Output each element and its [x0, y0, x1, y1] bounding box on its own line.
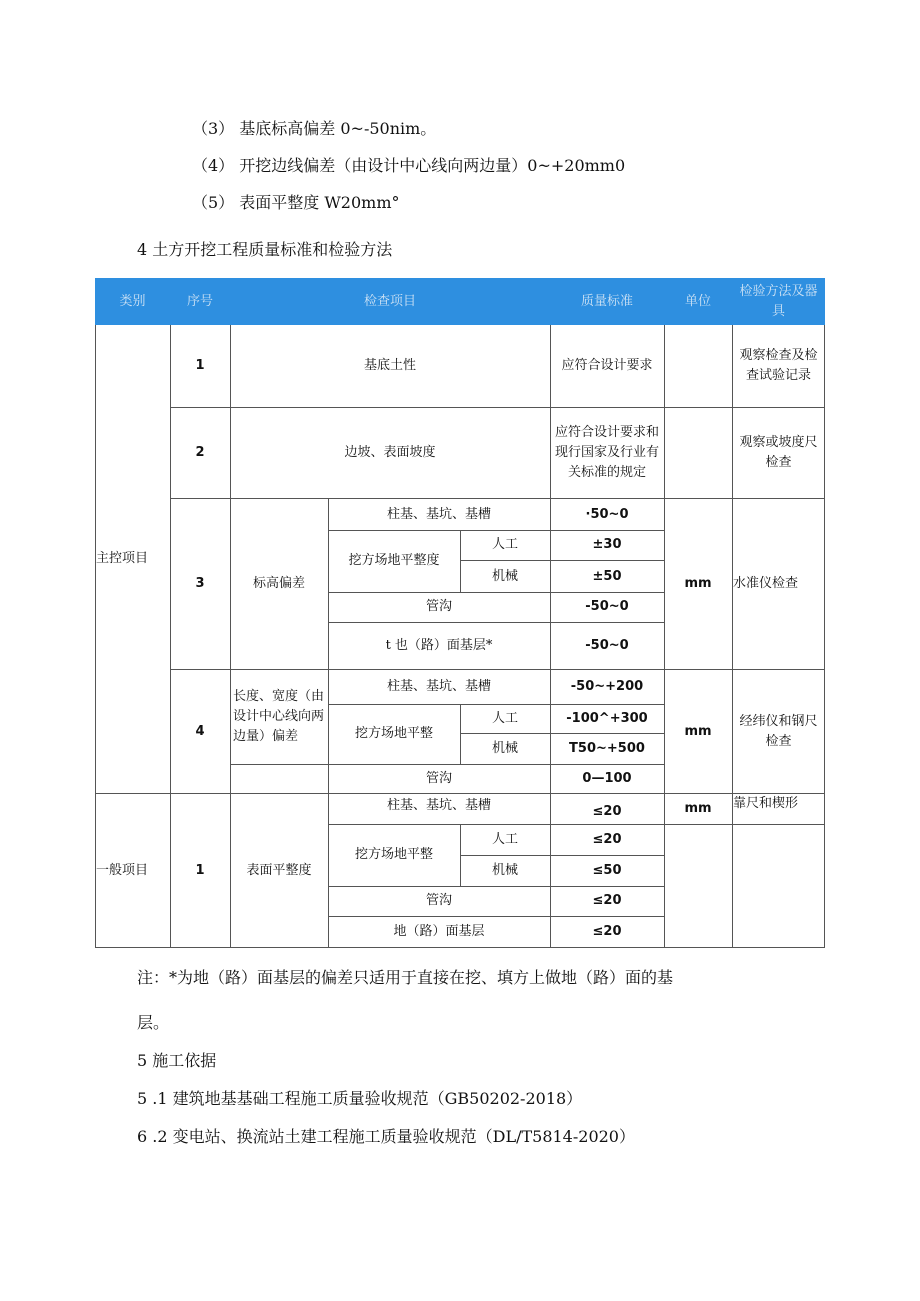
row2-seq: 2	[195, 444, 205, 460]
row3-sub-c-value: -50~0	[585, 599, 629, 614]
row3-sub-b2: 机械	[491, 568, 518, 584]
row1-standard: 应符合设计要求	[561, 358, 653, 373]
row4-sub-b2-value: T50~+500	[569, 741, 645, 756]
row3-sub-b1-value: ±30	[592, 537, 622, 552]
row4-sub-c: 管沟	[425, 770, 452, 786]
spec-item-5: （5） 表面平整度 W20mm°	[192, 193, 400, 212]
row3-sub-a-value: ·50~0	[585, 506, 629, 522]
header-unit: 单位	[684, 293, 711, 309]
general-sub-a: 柱基、基坑、基槽	[386, 798, 491, 813]
spec-item-3: （3） 基底标高偏差 0~-50nim。	[192, 119, 437, 138]
row3-sub-b2-value: ±50	[592, 568, 622, 584]
row4-sub-b2: 机械	[491, 741, 518, 756]
section-5-title: 5 施工依据	[137, 1051, 217, 1070]
row4-sub-c-value: 0—100	[582, 770, 632, 786]
row1-item: 基底土性	[363, 358, 416, 373]
general-sub-a-method: 靠尺和楔形	[733, 796, 799, 811]
row4-item: 长度、宽度（由设计中心线向两边量）偏差	[233, 689, 325, 744]
header-seq: 序号	[186, 293, 213, 309]
row3-unit: mm	[684, 576, 712, 591]
general-sub-d-value: ≤20	[592, 924, 622, 939]
general-row1-item: 表面平整度	[246, 862, 312, 878]
general-sub-c-value: ≤20	[592, 893, 622, 908]
row4-unit: mm	[684, 723, 712, 739]
row4-method: 经纬仪和钢尺检查	[739, 713, 818, 749]
row3-item: 标高偏差	[252, 576, 305, 591]
category-main-control: 主控项目	[96, 551, 149, 566]
header-item: 检查项目	[363, 293, 416, 309]
general-sub-c: 管沟	[425, 893, 452, 908]
row4-sub-b: 挖方场地平整	[354, 726, 433, 741]
category-general: 一般项目	[96, 862, 149, 878]
row3-sub-b1: 人工	[491, 537, 518, 552]
row3-sub-c: 管沟	[425, 599, 452, 614]
row3-method: 水准仪检查	[733, 576, 799, 591]
general-sub-b: 挖方场地平整	[354, 847, 433, 862]
row2-standard: 应符合设计要求和现行国家及行业有关标准的规定	[554, 424, 659, 480]
general-sub-b2-value: ≤50	[592, 863, 622, 878]
row3-sub-d-value: -50~0	[585, 637, 629, 653]
row2-item: 边坡、表面坡度	[344, 444, 436, 460]
general-sub-b2: 机械	[491, 863, 518, 878]
general-sub-a-unit: mm	[684, 801, 712, 816]
general-sub-d: 地（路）面基层	[393, 924, 485, 939]
row2-method: 观察或坡度尺检查	[739, 434, 818, 470]
spec-item-4: （4） 开挖边线偏差（由设计中心线向两边量）0~+20mm0	[192, 156, 626, 175]
row4-sub-a: 柱基、基坑、基槽	[386, 679, 491, 694]
section-4-title: 4 土方开挖工程质量标准和检验方法	[137, 240, 393, 259]
grid-line	[824, 325, 825, 948]
row3-sub-b: 挖方场地平整度	[348, 553, 440, 568]
row4-sub-b1-value: -100^+300	[566, 710, 648, 726]
reference-5-1: 5 .1 建筑地基基础工程施工质量验收规范（GB50202-2018）	[137, 1089, 583, 1108]
row4-sub-a-value: -50~+200	[570, 679, 644, 694]
general-sub-b1: 人工	[491, 831, 518, 847]
row3-seq: 3	[195, 576, 205, 591]
row4-seq: 4	[195, 723, 205, 739]
header-standard: 质量标准	[580, 293, 633, 309]
table-note-line-2: 层。	[137, 1013, 170, 1032]
row3-sub-d: t 也（路）面基层*	[385, 637, 493, 653]
row1-seq: 1	[195, 358, 205, 373]
general-sub-a-value: ≤20	[592, 804, 622, 819]
header-category: 类别	[119, 293, 146, 309]
row3-sub-a: 柱基、基坑、基槽	[386, 506, 491, 522]
row1-method: 观察检查及检查试验记录	[739, 348, 818, 383]
table-note-line-1: 注：*为地（路）面基层的偏差只适用于直接在挖、填方上做地（路）面的基	[137, 968, 674, 987]
reference-6-2: 6 .2 变电站、换流站土建工程施工质量验收规范（DL/T5814-2020）	[137, 1127, 635, 1146]
header-method: 检验方法及器具	[739, 283, 818, 319]
general-row1-seq: 1	[195, 862, 205, 878]
grid-line	[95, 947, 825, 948]
general-sub-b1-value: ≤20	[592, 831, 622, 847]
row4-sub-b1: 人工	[491, 710, 518, 726]
